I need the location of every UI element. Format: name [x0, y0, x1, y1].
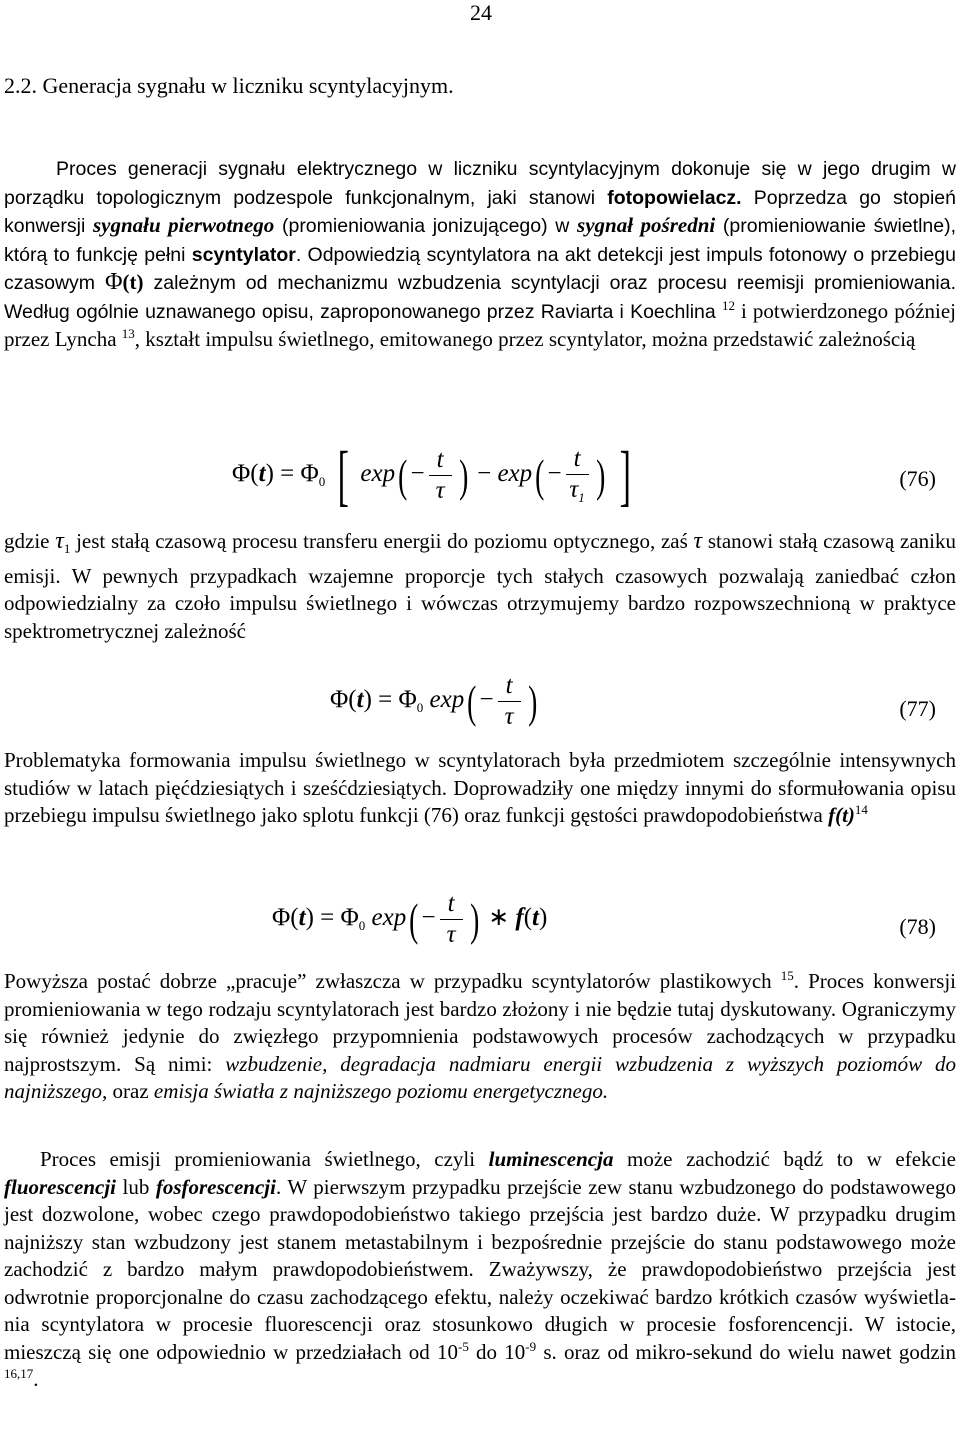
emphasis-emission: emisja światła z najniższego poziomu energetycznego.	[153, 1079, 609, 1103]
paragraph-text: Problematyka formowania impulsu świetlnego w scyntylatorach była przedmiotem szczególnie intensywnych studiów w latach pięćdziesiątych i sześćdziesiątych. Doprowadziły one między innymi do sformułowania opisu przebiegu impulsu świetlnego jako splotu funkcji (76) oraz funkcji gęstości prawdopodobieństwa	[4, 748, 956, 827]
paragraph-text: do 10	[468, 1339, 526, 1364]
equation-78: $\Phi(t) = \Phi_0$ exp( − $\frac{t}{\tau}$ ) ∗ f(t) (78)	[272, 890, 936, 948]
equation-77: $\Phi(t) = \Phi_0$ exp( − $\frac{t}{\tau}$ ) (77)	[330, 672, 936, 730]
eq-numerator: t	[498, 672, 521, 702]
eq-denominator: τ	[504, 703, 514, 730]
equation-number-77: (77)	[899, 696, 936, 721]
reference-15: 15	[780, 968, 794, 983]
equation-number-76: (76)	[899, 466, 936, 491]
eq-numerator: t	[440, 890, 463, 920]
eq-minus: −	[477, 460, 492, 488]
equation-76: $\Phi(t) = \Phi_0$ [ exp( − $\frac{t}{\tau}$ ) − exp( − $\frac{t}{\tau_1}$ ) ] (76)	[232, 437, 936, 513]
symbol-ft: f(t)	[828, 803, 855, 827]
section-heading: 2.2. Generacja sygnału w liczniku scyntylacyjnym.	[4, 73, 454, 98]
paragraph-text: stanowi stałą czasową zaniku emisji. W pewnych przypadkach wzajemne proporcje tych stałych czasowych pozwalają zaniedbać człon odpowiedzialny za czoło impulsu świetlnego i wówczas otrzymujemy bardzo rozpowszechnioną w praktyce spektrometrycznej zależność	[4, 529, 956, 643]
eq-text: ) = Φ	[305, 904, 359, 932]
paragraph-text: . W pierwszym przypadku przejście zew stanu wzbudzonego do podstawowego jest dozwolone, wobec czego prawdopodobieństwo takiego przejścia jest bardzo duże. W przypadku drugim najniższy stan wzbudzony jest stanem metastabilnym i bezpośrednie przejście do stanu podstawowego może zachodzić z bardzo małym prawdopodobieństwem. Zważywszy, że prawdopodobieństwo przejścia jest odwrotnie proporcjonalne do czasu zachodzącego efektu, należy oczekiwać bardzo krótkich czasów wyświetla-nia scyntylatora w procesie fluorescencji oraz stosunkowo długich w procesie fosforencencji. W istocie, mieszczą się one odpowiednio w przedziałach od 10	[4, 1174, 956, 1364]
paragraph-luminescencja	[4, 1146, 956, 1394]
paragraph-text: jest stałą czasową procesu transferu energii do poziomu optycznego, zaś	[70, 529, 694, 553]
eq-minus: −	[479, 686, 494, 714]
exponent: -5	[458, 1338, 469, 1354]
paragraph-text: gdzie	[4, 529, 56, 553]
page-number: 24	[470, 0, 492, 25]
eq-minus: −	[421, 904, 436, 932]
eq-denominator: τ	[569, 476, 579, 503]
equation-number-78: (78)	[899, 914, 936, 939]
symbol-tau: τ	[693, 528, 703, 554]
paragraph-text: Powyższa postać dobrze „pracuje” zwłaszcza w przypadku scyntylatorów plastikowych	[4, 969, 781, 993]
eq-var-t: t	[532, 904, 539, 932]
eq-exp: exp	[371, 904, 407, 932]
eq-exp: exp	[497, 460, 533, 488]
paragraph-text: Proces emisji promieniowania świetlnego, czyli	[40, 1147, 489, 1171]
term-fosforescencja: fosforescencji	[155, 1174, 276, 1199]
eq-var-t: t	[356, 686, 364, 714]
term-sygnal-posredni: sygnał pośredni	[577, 213, 716, 237]
term-fluorescencja: fluorescencji	[4, 1174, 116, 1199]
term-luminescencja: luminescencja	[488, 1147, 614, 1171]
eq-denominator: τ	[435, 477, 445, 504]
paragraph-text: Poprzedza go stopień konwersji	[4, 186, 956, 237]
paragraph-text: . Odpowiedzią scyntylatora na akt detekcji jest impuls fotonowy o przebiegu czasowym	[4, 243, 956, 294]
eq-text: Φ(	[272, 904, 299, 932]
eq-f: f	[515, 904, 524, 932]
eq-exp: exp	[360, 460, 396, 488]
emphasis-processes: wzbudzenie, degradacja nadmiaru energii wzbudzenia z wyższych poziomów do najniższego,	[4, 1051, 956, 1103]
eq-minus: −	[410, 460, 425, 488]
term-fotopowielacz: fotopowielacz.	[607, 186, 742, 209]
paragraph-text: (promieniowanie świetlne), którą to funkcję pełni	[4, 215, 956, 266]
paragraph-intro	[4, 155, 956, 354]
paragraph-text: , kształt impulsu świetlnego, emitowanego przez scyntylator, można przedstawić zależnością	[134, 327, 916, 351]
eq-var-t: t	[298, 904, 306, 932]
symbol-phi: Φ	[104, 269, 123, 295]
paragraph-text: może zachodzić bądź to w efekcie	[613, 1147, 956, 1171]
eq-text: Φ(	[232, 460, 259, 488]
reference-16-17: 16,17	[4, 1366, 34, 1381]
symbol-tau1: τ	[55, 528, 64, 554]
paragraph-text: zależnym od mechanizmu wzbudzenia scyntylacji oraz procesu reemisji promieniowania. Według ogólnie uznawanego opisu, zaproponowanego przez Raviarta i Koechlina	[4, 272, 957, 323]
reference-14: 14	[854, 802, 868, 817]
paragraph-text: Proces generacji sygnału elektrycznego w liczniku scyntylacyjnym dokonuje się w jego drugim w porządku topologicznym podzespole funkcjonalnym, jaki stanowi	[4, 158, 956, 209]
paragraph-gdzie	[4, 528, 956, 645]
eq-subscript: 0	[358, 918, 366, 934]
paragraph-problematyka	[4, 747, 956, 830]
eq-text: Φ(	[330, 686, 357, 714]
symbol-t: (t)	[122, 270, 144, 294]
eq-subscript: 0	[318, 474, 326, 490]
term-scyntylator: scyntylator	[191, 243, 296, 266]
paragraph-text: lub	[115, 1174, 156, 1199]
term-sygnal-pierwotny: sygnału pierwotnego	[92, 213, 275, 237]
paragraph-text: . Proces konwersji promieniowania w tego rodzaju scyntylatorach jest bardzo złożony i nie będzie tutaj dyskutowany. Ograniczymy się również jedynie do zwięzłego przypomnienia podstawowych procesów zachodzących w przypadku najprostszym. Są nimi:	[4, 969, 956, 1076]
exponent: -9	[525, 1338, 537, 1354]
eq-text: ) = Φ	[265, 460, 319, 488]
eq-convolution: ∗	[488, 904, 510, 932]
eq-minus: −	[547, 460, 562, 488]
eq-exp: exp	[429, 686, 465, 714]
eq-numerator: t	[566, 445, 589, 475]
paragraph-text: (promieniowania jonizującego) w	[274, 215, 578, 237]
paragraph-text: i potwierdzonego później przez Lyncha	[4, 298, 957, 351]
paragraph-text: s. oraz od mikro-sekund do wielu nawet godzin	[536, 1339, 956, 1364]
paragraph-text: .	[33, 1367, 39, 1391]
paragraph-text: oraz	[107, 1079, 154, 1103]
reference-12: 12	[721, 297, 735, 313]
eq-numerator: t	[429, 446, 452, 476]
eq-var-t: t	[258, 460, 266, 488]
eq-subscript: 0	[416, 700, 424, 716]
reference-13: 13	[121, 326, 135, 341]
paragraph-powyzsza	[4, 968, 956, 1106]
eq-text: ) = Φ	[363, 686, 417, 714]
eq-denominator: τ	[446, 921, 456, 948]
subscript: 1	[63, 541, 71, 556]
eq-subscript: 1	[578, 490, 585, 505]
